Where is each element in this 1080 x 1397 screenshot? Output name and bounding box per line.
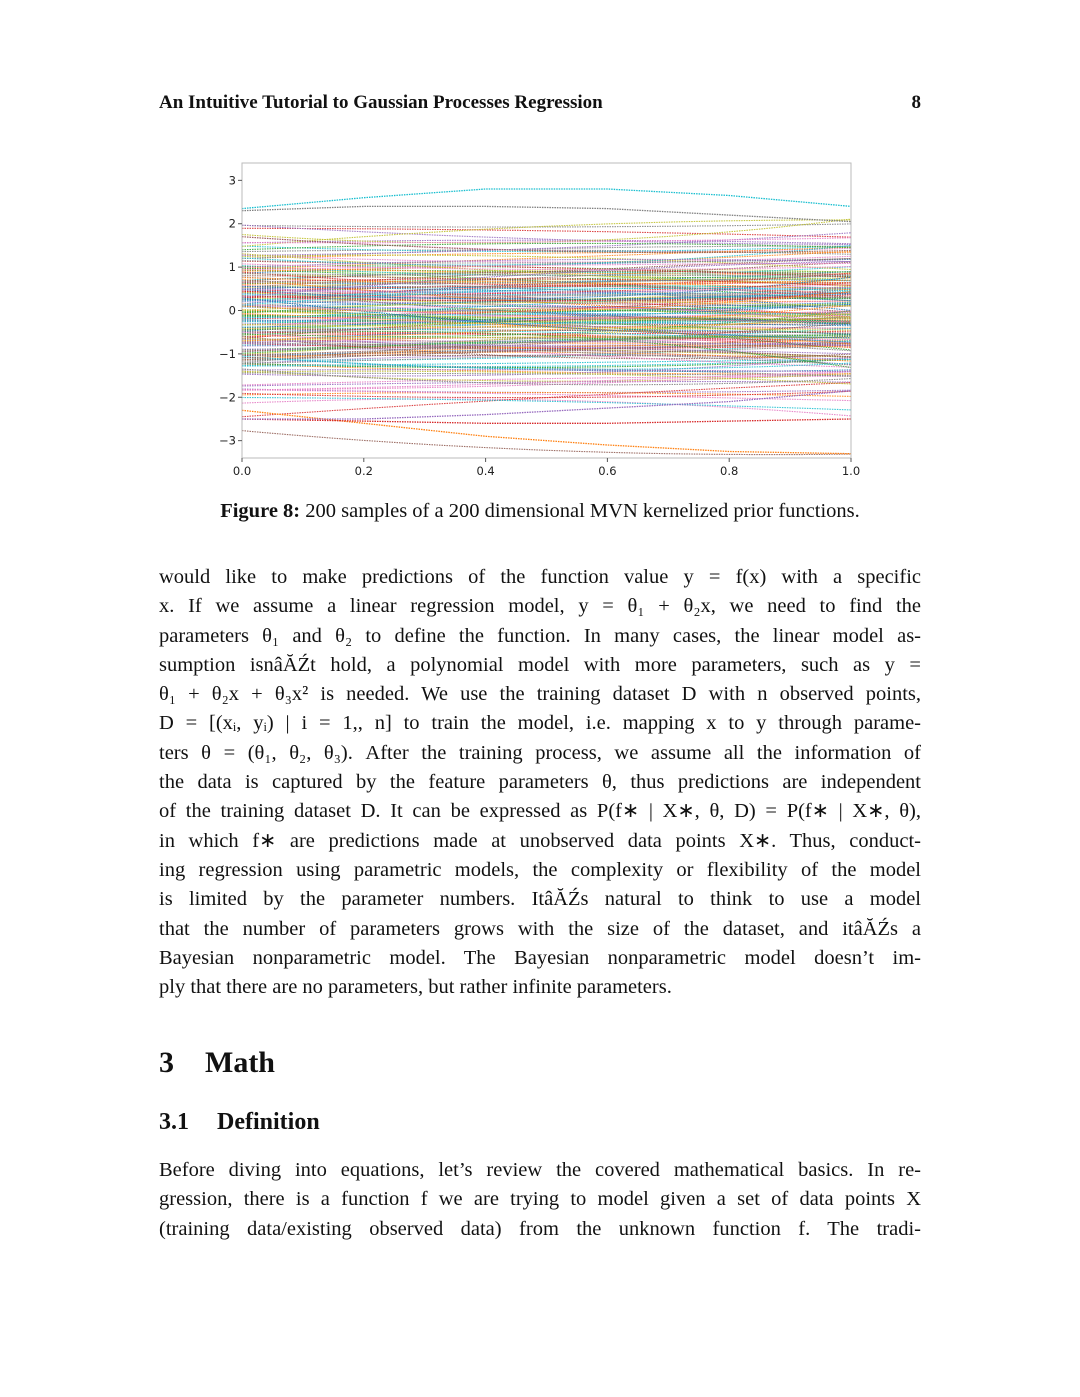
text-line: in which f∗ are predictions made at unobserved data points X∗. Thus, conduct- — [159, 829, 921, 852]
text-line: (training data/existing observed data) from the unknown function f. The tradi- — [159, 1217, 921, 1240]
subsection-number: 3.1 — [159, 1109, 189, 1135]
section-title: Math — [205, 1046, 275, 1079]
text-line: ing regression using parametric models, the complexity or flexibility of the model — [159, 858, 921, 881]
text-line: x. If we assume a linear regression model, y = θ₁ + θ₂x, we need to find the — [159, 595, 921, 618]
subsection-title: Definition — [217, 1109, 320, 1135]
paragraph-parametric-models — [159, 563, 921, 1002]
svg-text:0.8: 0.8 — [720, 464, 739, 478]
svg-text:0.2: 0.2 — [354, 464, 373, 478]
figure-8 — [200, 160, 880, 480]
text-line: D = [(xᵢ, yᵢ) | i = 1,, n] to train the model, i.e. mapping x to y through parame- — [159, 712, 921, 735]
prior-samples-chart — [200, 160, 880, 480]
figure-caption-text: 200 samples of a 200 dimensional MVN kernelized prior functions. — [300, 500, 860, 522]
svg-text:2: 2 — [228, 216, 236, 231]
running-header — [159, 92, 921, 118]
text-line: that the number of parameters grows with the size of the dataset, and itâĂŹs a — [159, 917, 921, 940]
text-line: Bayesian nonparametric model. The Bayesian nonparametric model doesn’t im- — [159, 946, 921, 969]
text-line: would like to make predictions of the function value y = f(x) with a specific — [159, 566, 921, 588]
svg-text:−3: −3 — [219, 433, 236, 448]
paragraph-definition — [159, 1156, 921, 1244]
text-line: is limited by the parameter numbers. ItâĂŹs natural to think to use a model — [159, 888, 921, 911]
figure-caption — [159, 500, 921, 523]
svg-text:0: 0 — [228, 303, 236, 318]
svg-text:1: 1 — [228, 260, 236, 275]
text-line: gression, there is a function f we are trying to model given a set of data points X — [159, 1188, 921, 1211]
page-number: 8 — [911, 92, 921, 113]
svg-text:0.4: 0.4 — [476, 464, 495, 478]
svg-text:0.0: 0.0 — [232, 464, 252, 478]
text-line: sumption isnâĂŹt hold, a polynomial model with more parameters, such as y = — [159, 653, 921, 676]
svg-text:3: 3 — [228, 173, 236, 188]
subsection-heading — [159, 1109, 320, 1136]
text-line: ters θ = (θ₁, θ₂, θ₃). After the training process, we assume all the information of — [159, 741, 921, 764]
section-number: 3 — [159, 1046, 174, 1079]
text-line: the data is captured by the feature parameters θ, thus predictions are independent — [159, 771, 921, 794]
section-heading — [159, 1046, 275, 1080]
text-line: Before diving into equations, let’s review the covered mathematical basics. In re- — [159, 1159, 921, 1181]
svg-text:−1: −1 — [219, 346, 236, 361]
svg-text:0.6: 0.6 — [598, 464, 617, 478]
figure-label: Figure 8: — [220, 500, 301, 522]
svg-text:1.0: 1.0 — [841, 464, 861, 478]
text-line: parameters θ₁ and θ₂ to define the function. In many cases, the linear model as- — [159, 624, 921, 647]
text-line: ply that there are no parameters, but rather infinite parameters. — [159, 976, 672, 999]
running-title: An Intuitive Tutorial to Gaussian Processes Regression — [159, 92, 603, 113]
text-line: θ₁ + θ₂x + θ₃x² is needed. We use the training dataset D with n observed points, — [159, 683, 921, 706]
svg-text:−2: −2 — [219, 390, 236, 405]
text-line: of the training dataset D. It can be expressed as P(f∗ | X∗, θ, D) = P(f∗ | X∗, θ), — [159, 800, 921, 823]
